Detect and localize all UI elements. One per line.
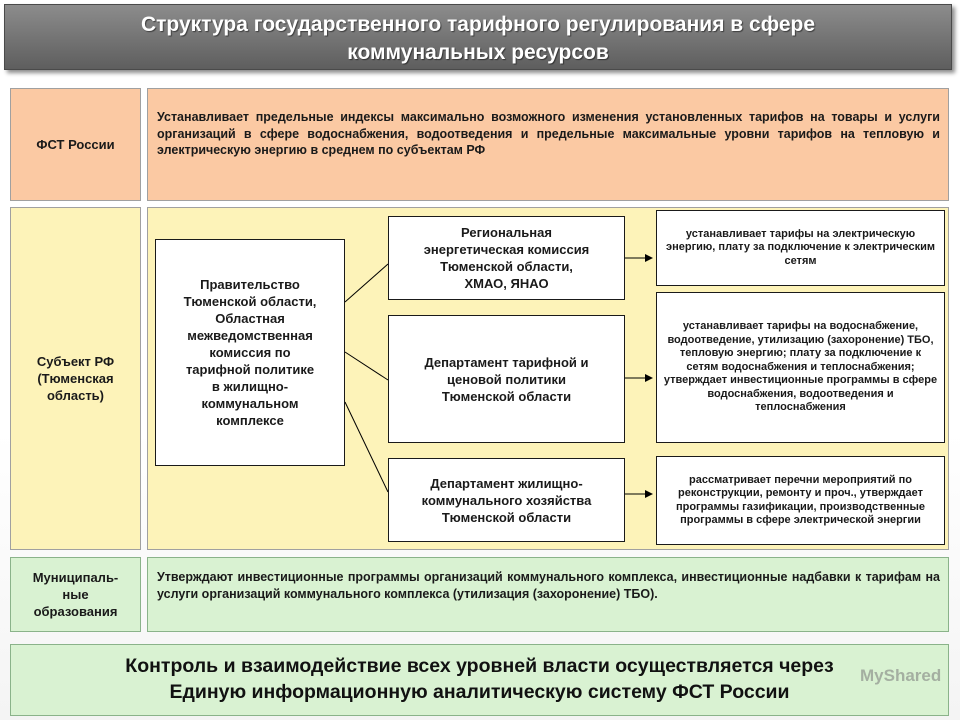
body-dtcp-line-2: ценовой политики (447, 371, 566, 387)
body-rek-line-2: энергетическая комиссия (423, 242, 590, 257)
fst-description: Устанавливает предельные индексы максимально возможного изменения установленных тарифов на товары и услуги организаций в сфере водоснабжения, водоотведения и предельные максимальные уровни тарифов на тепловую и электрическую энергию в среднем по субъектам РФ (157, 110, 940, 157)
municipal-label-line-2: ные (62, 587, 89, 602)
duty-rek-box (656, 210, 945, 286)
municipal-label-box (10, 557, 141, 632)
government-line-9: комплексе (216, 413, 284, 428)
duty-dzhkh-box (656, 456, 945, 545)
footer-line-1: Контроль и взаимодействие всех уровней власти осуществляется через (125, 655, 834, 677)
body-dzhkh-line-1: Департамент жилищно- (430, 475, 583, 491)
subject-label-line-2: (Тюменская (37, 371, 114, 386)
body-dtcp-line-1: Департамент тарифной и (424, 354, 589, 370)
government-line-6: тарифной политике (185, 362, 315, 377)
duty-rek-text: устанавливает тарифы на электрическую энергию, плату за подключение к электрическим сетям (666, 227, 935, 267)
body-dzhkh-line-2: коммунального хозяйства (421, 492, 592, 508)
government-line-5: комиссия по (209, 345, 291, 360)
government-line-8: коммунальном (201, 396, 299, 411)
body-dtcp-box (388, 315, 625, 443)
duty-dzhkh-text: рассматривает перечни мероприятий по реконструкции, ремонту и проч., утверждает программы газификации, производственные программы в сфере электрической энергии (675, 473, 926, 526)
body-dzhkh-line-3: Тюменской области (441, 509, 572, 525)
government-line-3: Областная (215, 311, 285, 326)
government-line-2: Тюменской области, (183, 294, 317, 309)
government-box (155, 239, 345, 466)
duty-dtcp-text: устанавливает тарифы на водоснабжение, водоотведение, утилизацию (захоронение) ТБО, тепловую энергию; плату за подключение к сетям водоснабжения и теплоснабжения; утверждает инвестиционные программы в сфере водоснабжения, водоотведения и теплоснабжения (663, 320, 938, 414)
municipal-label-line-1: Муниципаль- (32, 570, 119, 585)
connector-gov-to-dtcp (345, 352, 388, 380)
municipal-description-box (147, 557, 949, 632)
body-rek-line-1: Региональная (461, 225, 552, 240)
government-line-4: межведомственная (187, 328, 313, 343)
municipal-description: Утверждают инвестиционные программы организаций коммунального комплекса, инвестиционные надбавки к тарифам на услуги организаций коммунального комплекса (утилизация (захоронение) ТБО). (157, 570, 940, 601)
connector-gov-to-dzhkh (345, 402, 388, 492)
page-title-line-2: коммунальных ресурсов (347, 41, 609, 64)
government-line-7: в жилищно- (211, 379, 289, 394)
municipal-label-line-3: образования (33, 604, 118, 619)
subject-label-line-3: область) (46, 388, 105, 403)
body-dzhkh-box (388, 458, 625, 542)
subject-label-line-1: Субъект РФ (36, 354, 115, 369)
body-dtcp-line-3: Тюменской области (441, 388, 572, 404)
body-rek-line-3: Тюменской области, (440, 259, 573, 274)
watermark: MyShared (860, 666, 942, 685)
page-title-line-1: Структура государственного тарифного регулирования в сфере (140, 13, 816, 36)
footer-box (10, 644, 949, 716)
body-rek-box (388, 216, 625, 300)
duty-dtcp-box (656, 292, 945, 443)
connector-gov-to-rek (345, 264, 388, 302)
government-line-1: Правительство (200, 277, 300, 292)
fst-label: ФСТ России (36, 137, 115, 152)
footer-line-2: Единую информационную аналитическую систему ФСТ России (169, 681, 790, 703)
body-rek-line-4: ХМАО, ЯНАО (464, 276, 549, 291)
